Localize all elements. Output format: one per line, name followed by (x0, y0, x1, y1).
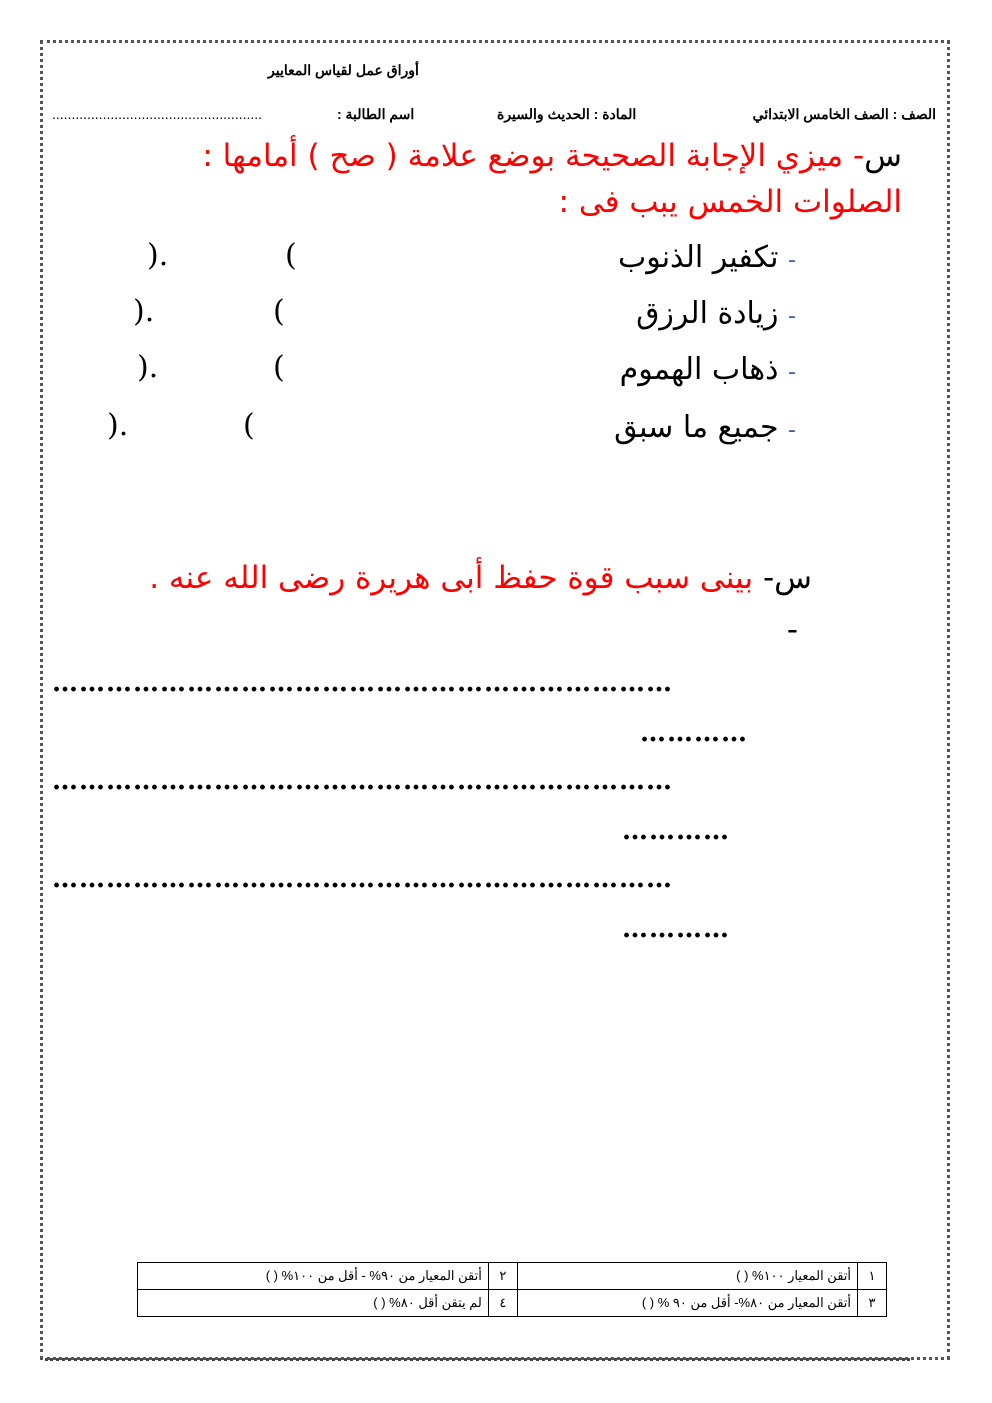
question1-prefix: س (864, 138, 902, 174)
answer-line-3b[interactable]: ………… (622, 914, 730, 944)
table-cell-number: ٢ (488, 1263, 517, 1290)
question1-stem: الصلوات الخمس يبب فى : (558, 184, 902, 220)
option-4-paren-open[interactable]: ( (243, 408, 255, 443)
option-2-paren-close: ). (133, 294, 155, 329)
table-cell-criterion[interactable]: أتقن المعيار من ٩٠% - أقل من ١٠٠% ( ) (138, 1263, 489, 1290)
option-4 (614, 410, 796, 445)
option-1-paren-open[interactable]: ( (285, 238, 297, 273)
bottom-divider (45, 1358, 910, 1361)
mastery-score-table (137, 1262, 887, 1317)
question1-line1 (202, 138, 902, 174)
question2-text: بينى سبب قوة حفظ أبى هريرة رضى الله عنه . (149, 560, 754, 596)
option-2-paren-open[interactable]: ( (273, 294, 285, 329)
option-dash: - (788, 248, 796, 273)
subject-label: المادة : الحديث والسيرة (497, 106, 637, 122)
table-cell-number: ٣ (858, 1290, 887, 1317)
table-cell-criterion[interactable]: لم يتقن أقل ٨٠% ( ) (138, 1290, 489, 1317)
table-cell-number: ١ (858, 1263, 887, 1290)
option-2-label: زيادة الرزق (636, 296, 779, 331)
answer-line-1b[interactable]: ………… (640, 718, 748, 748)
question2-line (149, 560, 812, 596)
question1-instruction: - ميزي الإجابة الصحيحة بوضع علامة ( صح ) أمامها : (202, 138, 865, 174)
option-4-label: جميع ما سبق (614, 410, 779, 445)
table-row (138, 1263, 887, 1290)
option-1-label: تكفير الذنوب (617, 240, 779, 275)
table-cell-number: ٤ (488, 1290, 517, 1317)
worksheet-title: أوراق عمل لقياس المعايير (268, 62, 419, 78)
answer-dash: - (786, 612, 798, 648)
answer-line-2b[interactable]: ………… (622, 816, 730, 846)
answer-line-2[interactable]: …………………………………………………………… (52, 766, 673, 796)
table-row (138, 1290, 887, 1317)
option-4-paren-close: ). (107, 408, 129, 443)
question2-prefix: س- (762, 560, 812, 596)
answer-line-1[interactable]: …………………………………………………………… (52, 668, 673, 698)
option-dash: - (788, 360, 796, 385)
option-3-paren-close: ). (137, 350, 159, 385)
page-border (40, 40, 950, 1360)
option-3-label: ذهاب الهموم (619, 352, 779, 387)
option-3 (620, 352, 796, 387)
table-cell-criterion[interactable]: أتقن المعيار من ٨٠%- أقل من ٩٠ % ( ) (517, 1290, 857, 1317)
option-1 (618, 240, 796, 275)
answer-line-3[interactable]: …………………………………………………………… (52, 864, 673, 894)
option-1-paren-close: ). (147, 238, 169, 273)
option-dash: - (788, 304, 796, 329)
option-3-paren-open[interactable]: ( (273, 350, 285, 385)
table-cell-criterion[interactable]: أتقن المعيار ١٠٠% ( ) (517, 1263, 857, 1290)
grade-label: الصف : الصف الخامس الابتدائي (752, 106, 936, 122)
option-2 (636, 296, 796, 331)
student-name-label: اسم الطالبة : (337, 106, 415, 122)
student-name-field[interactable]: ...................................................... (52, 106, 263, 122)
option-dash: - (788, 418, 796, 443)
